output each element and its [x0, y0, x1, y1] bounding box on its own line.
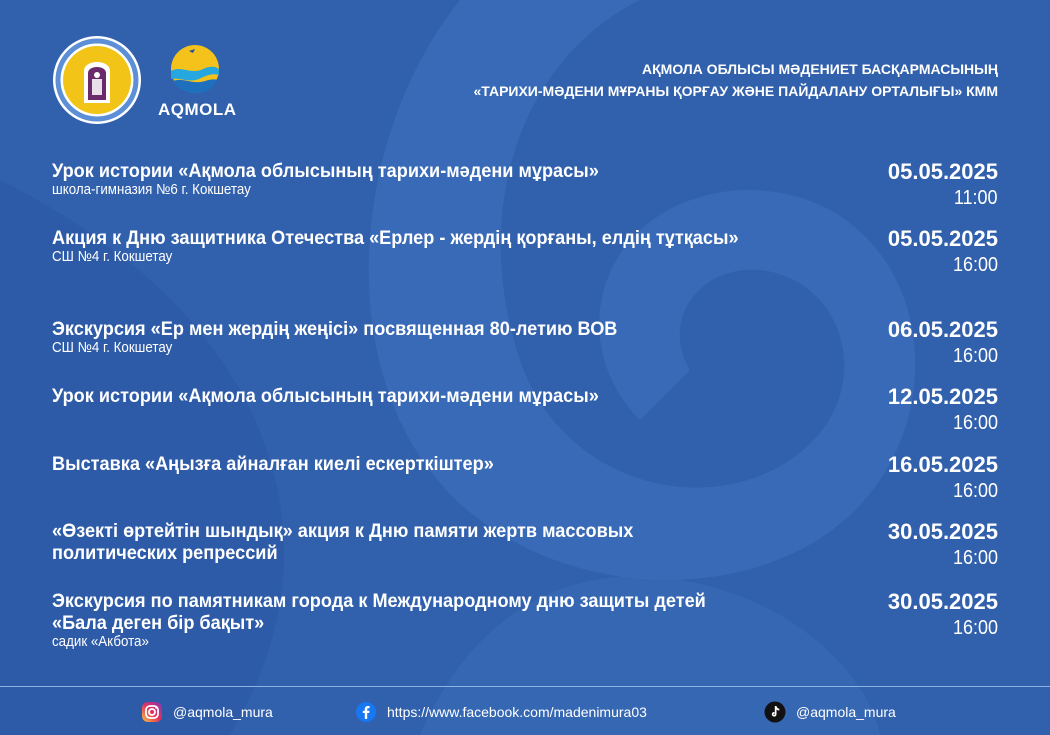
event-time: 16:00 [952, 480, 998, 502]
event-time: 16:00 [952, 345, 998, 367]
event-time: 16:00 [952, 617, 998, 639]
event-date: 30.05.2025 [887, 589, 998, 614]
event-item [52, 590, 998, 650]
event-title: Экскурсия по памятникам города к Международному дню защиты детей «Бала деген бір бақыт» [52, 590, 706, 634]
event-title: Экскурсия «Ер мен жердің жеңісі» посвященная 80-летию ВОВ [52, 318, 618, 340]
organization-header [474, 58, 999, 102]
event-time: 16:00 [952, 254, 998, 276]
event-date: 06.05.2025 [887, 317, 998, 342]
brand-word: AQMOLA [158, 100, 237, 119]
event-item [52, 384, 998, 434]
footer-divider [0, 686, 1050, 687]
event-venue: садик «Акбота» [52, 634, 149, 650]
event-date: 12.05.2025 [887, 384, 998, 409]
event-item [52, 519, 998, 569]
event-time: 11:00 [954, 187, 998, 209]
event-date: 16.05.2025 [887, 452, 998, 477]
event-title: Выставка «Аңызға айналған киелі ескерткіштер» [52, 453, 494, 475]
event-date: 05.05.2025 [887, 159, 998, 184]
aqmola-sun-wave-icon [169, 43, 221, 95]
event-date: 30.05.2025 [887, 519, 998, 544]
facebook-icon [355, 701, 377, 723]
museum-emblem-icon [52, 35, 142, 125]
event-title: Урок истории «Ақмола облысының тарихи-мәдени мұрасы» [52, 385, 599, 407]
event-time: 16:00 [952, 547, 998, 569]
facebook-link[interactable] [355, 701, 647, 723]
tiktok-icon [764, 701, 786, 723]
org-line-1: АҚМОЛА ОБЛЫСЫ МӘДЕНИЕТ БАСҚАРМАСЫНЫҢ [642, 61, 998, 77]
event-item [52, 452, 998, 502]
event-time: 16:00 [952, 412, 998, 434]
event-venue: СШ №4 г. Кокшетау [52, 340, 173, 356]
event-title: Акция к Дню защитника Отечества «Ерлер - жердің қорғаны, елдің тұтқасы» [52, 227, 739, 249]
event-venue: школа-гимназия №6 г. Кокшетау [52, 182, 251, 198]
event-item [52, 159, 998, 209]
instagram-link[interactable] [141, 701, 273, 723]
event-date: 05.05.2025 [887, 226, 998, 251]
event-title: Урок истории «Ақмола облысының тарихи-мәдени мұрасы» [52, 160, 599, 182]
event-venue: СШ №4 г. Кокшетау [52, 249, 173, 265]
event-title: «Өзекті өртейтін шындық» акция к Дню памяти жертв массовых политических репрессий [52, 520, 634, 564]
tiktok-handle: @aqmola_mura [796, 704, 896, 720]
event-item [52, 226, 998, 276]
tiktok-link[interactable] [764, 701, 896, 723]
org-line-2: «ТАРИХИ-МӘДЕНИ МҰРАНЫ ҚОРҒАУ ЖӘНЕ ПАЙДАЛАНУ ОРТАЛЫҒЫ» КММ [473, 83, 998, 99]
instagram-icon [141, 701, 163, 723]
aqmola-logo [158, 40, 238, 120]
facebook-url: https://www.facebook.com/madenimura03 [387, 704, 647, 720]
instagram-handle: @aqmola_mura [173, 704, 273, 720]
event-item [52, 317, 998, 367]
